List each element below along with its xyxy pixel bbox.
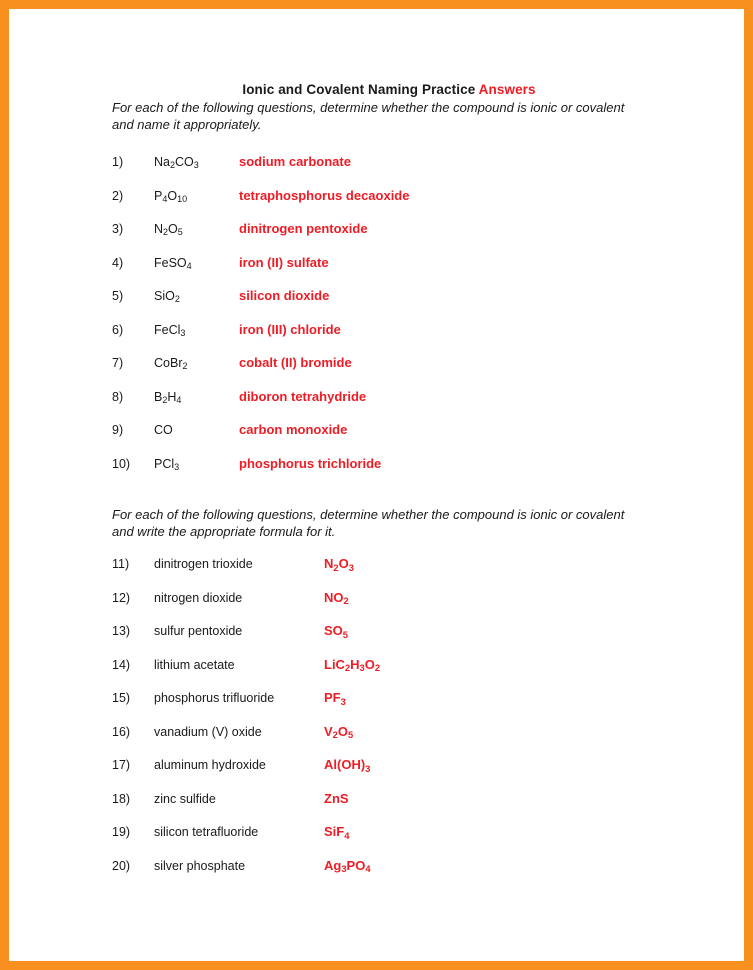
given-compound-name: aluminum hydroxide — [154, 758, 266, 772]
given-compound-name: silicon tetrafluoride — [154, 825, 259, 839]
question-row — [112, 288, 652, 322]
page-border-right — [744, 0, 753, 970]
answers-label: Answers — [478, 82, 536, 97]
question-row — [112, 154, 652, 188]
given-formula: $Na_2CO_3$ — [154, 155, 199, 171]
given-compound-name: nitrogen dioxide — [154, 590, 243, 605]
answer-formula: $Ag_3PO_4$ — [324, 857, 371, 875]
given-formula: CO — [154, 423, 173, 437]
question-row — [112, 858, 652, 892]
document-body — [112, 82, 652, 891]
question-number: 18) — [112, 791, 131, 806]
question-row — [112, 657, 652, 691]
question-number: 3) — [112, 222, 124, 236]
question-list-naming — [112, 154, 652, 489]
question-row — [112, 255, 652, 289]
answer-formula: $NO_2$ — [324, 589, 349, 607]
question-row — [112, 456, 652, 490]
question-number: 14) — [112, 657, 131, 672]
answer-compound-name: iron (II) sulfate — [239, 254, 329, 270]
question-row — [112, 791, 652, 825]
answer-formula: $Al(OH)_3$ — [324, 757, 371, 774]
question-list-formulas — [112, 556, 652, 891]
instructions-section-one: For each of the following questions, determine whether the compound is ionic or covalent and name it appropriately. — [112, 100, 625, 132]
answer-compound-name: cobalt (II) bromide — [239, 355, 352, 370]
page-border-bottom — [0, 961, 753, 970]
question-row — [112, 422, 652, 456]
answer-formula: $V_2O_5$ — [324, 723, 354, 741]
question-number: 11) — [112, 557, 130, 571]
question-number: 9) — [112, 423, 124, 437]
question-row — [112, 322, 652, 356]
question-number: 5) — [112, 289, 124, 303]
page-title-text: Ionic and Covalent Naming Practice — [242, 82, 476, 97]
given-formula: PCl$_3$ — [154, 456, 180, 472]
given-compound-name: lithium acetate — [154, 657, 235, 672]
paper-sheet — [9, 9, 744, 961]
answer-compound-name: iron (III) chloride — [239, 321, 341, 337]
question-number: 15) — [112, 691, 131, 705]
given-formula: FeSO$_4$ — [154, 255, 192, 271]
question-row — [112, 690, 652, 724]
question-row — [112, 623, 652, 657]
answer-formula: $PF_3$ — [324, 690, 346, 707]
question-number: 2) — [112, 188, 124, 203]
question-number: 6) — [112, 322, 124, 337]
question-row — [112, 757, 652, 791]
page-border-left — [0, 0, 9, 970]
question-number: 7) — [112, 356, 124, 370]
given-formula: $B_2H_4$ — [154, 389, 182, 405]
question-number: 17) — [112, 758, 131, 772]
answer-formula: SiF$_4$ — [324, 824, 350, 841]
given-formula: $P_4O_{10}$ — [154, 188, 188, 204]
question-number: 4) — [112, 255, 124, 270]
page-border-top — [0, 0, 753, 9]
answer-formula: $N_2O_3$ — [324, 556, 354, 573]
question-number: 10) — [112, 456, 131, 471]
given-compound-name: silver phosphate — [154, 858, 246, 873]
answer-compound-name: tetraphosphorus decaoxide — [239, 187, 410, 203]
given-formula: SiO$_2$ — [154, 289, 180, 305]
answer-compound-name: phosphorus trichloride — [239, 455, 382, 471]
answer-formula: $SO_5$ — [324, 623, 348, 640]
question-row — [112, 221, 652, 255]
given-compound-name: dinitrogen trioxide — [154, 557, 253, 571]
given-formula: $N_2O_5$ — [154, 222, 183, 238]
given-compound-name: phosphorus trifluoride — [154, 691, 275, 705]
question-number: 12) — [112, 590, 131, 605]
question-row — [112, 556, 652, 590]
question-number: 13) — [112, 624, 131, 638]
question-number: 8) — [112, 389, 124, 404]
answer-compound-name: carbon monoxide — [239, 422, 348, 437]
question-row — [112, 724, 652, 758]
question-row — [112, 355, 652, 389]
question-number: 20) — [112, 858, 131, 873]
question-number: 19) — [112, 825, 131, 839]
answer-compound-name: sodium carbonate — [239, 154, 351, 169]
question-number: 16) — [112, 724, 131, 739]
question-row — [112, 590, 652, 624]
question-number: 1) — [112, 155, 124, 169]
given-formula: FeCl$_3$ — [154, 322, 186, 338]
answer-compound-name: dinitrogen pentoxide — [239, 221, 368, 236]
answer-compound-name: silicon dioxide — [239, 288, 330, 303]
section-spacer — [112, 489, 652, 507]
answer-formula: ZnS — [324, 790, 349, 806]
given-compound-name: sulfur pentoxide — [154, 624, 243, 638]
question-row — [112, 188, 652, 222]
question-row — [112, 389, 652, 423]
given-compound-name: vanadium (V) oxide — [154, 724, 262, 739]
given-compound-name: zinc sulfide — [154, 791, 216, 806]
page-title — [112, 82, 652, 97]
question-row — [112, 824, 652, 858]
answer-compound-name: diboron tetrahydride — [239, 388, 367, 404]
answer-formula: $LiC_2H_3O_2$ — [324, 656, 381, 674]
instructions-section-two: For each of the following questions, determine whether the compound is ionic or covalent and write the appropriate formula for it. — [112, 507, 625, 539]
given-formula: CoBr$_2$ — [154, 356, 188, 372]
